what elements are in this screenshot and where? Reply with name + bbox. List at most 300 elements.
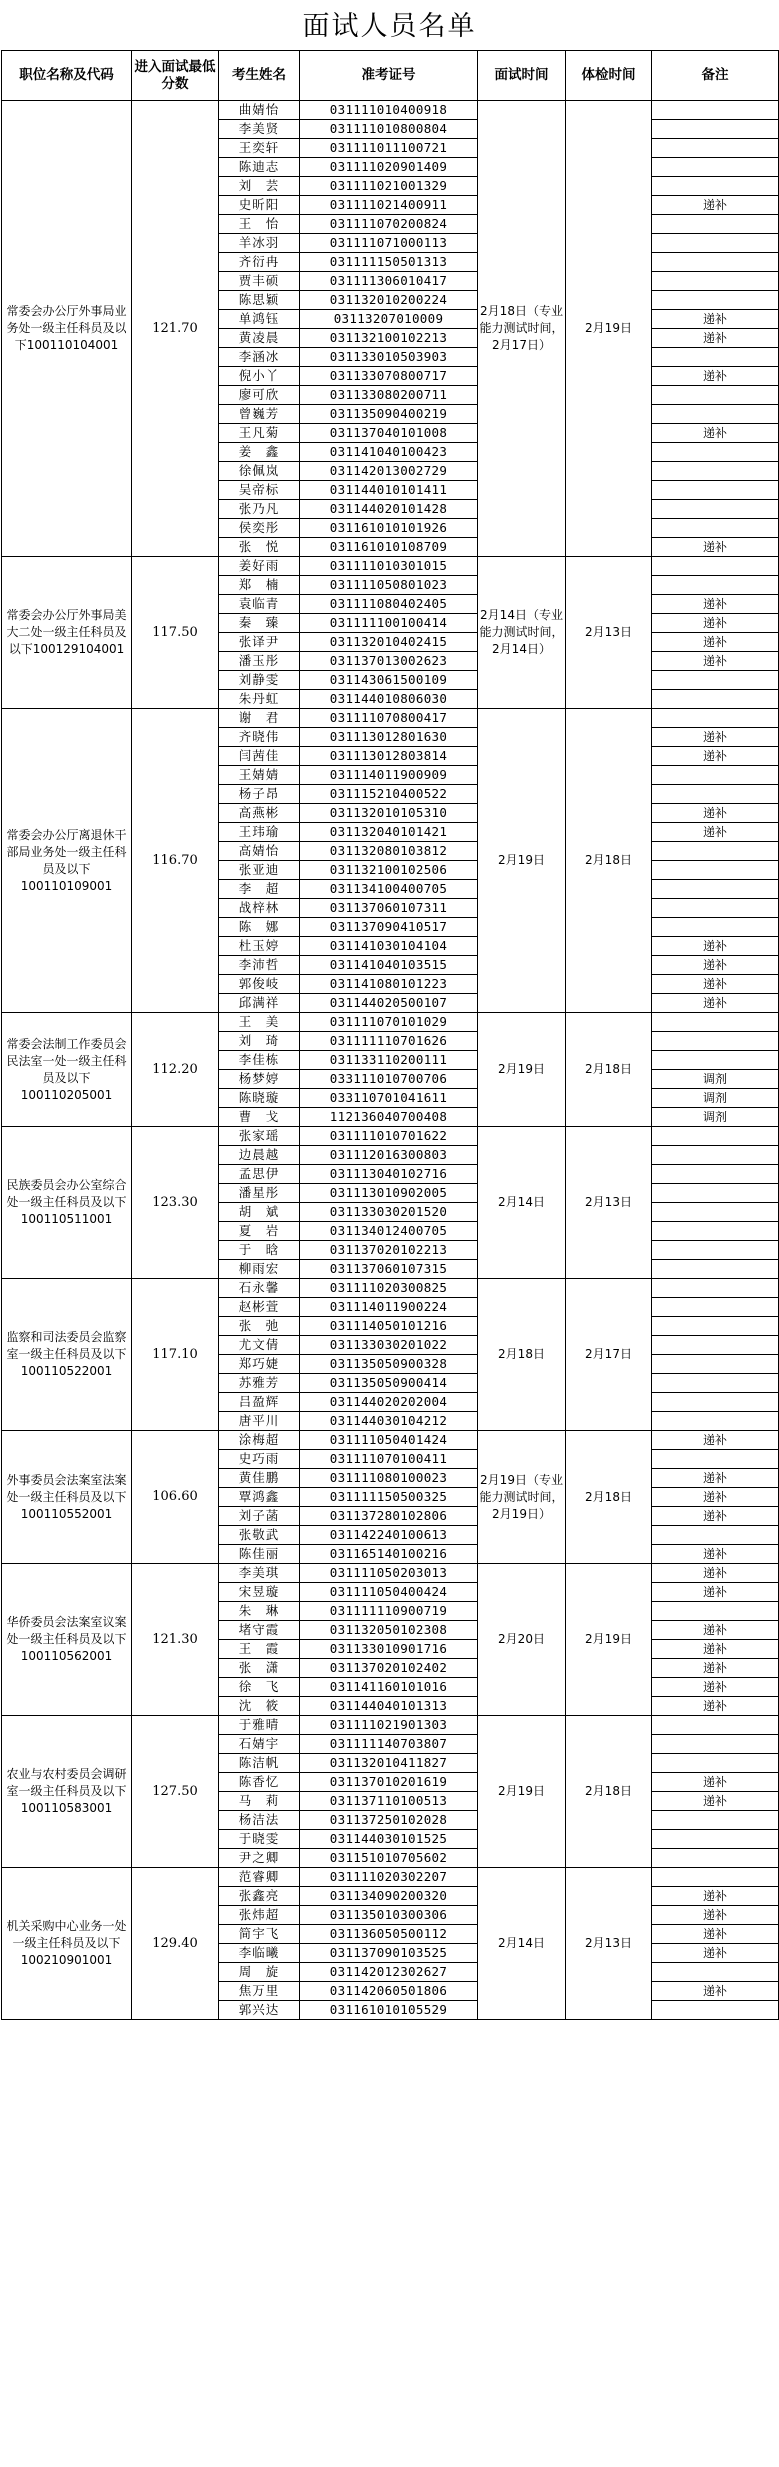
exam-id-cell: 031144020500107 xyxy=(300,994,478,1013)
position-cell: 华侨委员会法案室议案处一级主任科员及以下100110562001 xyxy=(2,1564,132,1716)
note-cell: 递补 xyxy=(652,310,779,329)
exam-id-cell: 031111070800417 xyxy=(300,709,478,728)
table-row xyxy=(2,1868,779,1887)
exam-id-cell: 033111010700706 xyxy=(300,1070,478,1089)
note-cell: 递补 xyxy=(652,1621,779,1640)
exam-id-cell: 031112016300803 xyxy=(300,1146,478,1165)
candidate-name-cell: 马 莉 xyxy=(219,1792,300,1811)
note-cell: 调剂 xyxy=(652,1089,779,1108)
note-cell xyxy=(652,690,779,709)
note-cell: 递补 xyxy=(652,367,779,386)
candidate-name-cell: 石永馨 xyxy=(219,1279,300,1298)
note-cell xyxy=(652,272,779,291)
exam-id-cell: 031144030104212 xyxy=(300,1412,478,1431)
exam-id-cell: 031114011900909 xyxy=(300,766,478,785)
exam-id-cell: 031144040101313 xyxy=(300,1697,478,1716)
note-cell: 递补 xyxy=(652,1982,779,2001)
note-cell xyxy=(652,1051,779,1070)
note-cell: 递补 xyxy=(652,1545,779,1564)
physical-time-cell: 2月13日 xyxy=(566,1127,652,1279)
exam-id-cell: 031136050500112 xyxy=(300,1925,478,1944)
interview-time-cell: 2月19日 xyxy=(478,709,566,1013)
note-cell: 递补 xyxy=(652,614,779,633)
candidate-name-cell: 郑 楠 xyxy=(219,576,300,595)
exam-id-cell: 031111050400424 xyxy=(300,1583,478,1602)
note-cell xyxy=(652,766,779,785)
physical-time-cell: 2月18日 xyxy=(566,1013,652,1127)
exam-id-cell: 031111050203013 xyxy=(300,1564,478,1583)
candidate-name-cell: 秦 臻 xyxy=(219,614,300,633)
candidate-name-cell: 单鸿钰 xyxy=(219,310,300,329)
table-row xyxy=(2,1564,779,1583)
exam-id-cell: 031111010800804 xyxy=(300,120,478,139)
table-row xyxy=(2,557,779,576)
exam-id-cell: 031132040101421 xyxy=(300,823,478,842)
candidate-name-cell: 史昕阳 xyxy=(219,196,300,215)
candidate-name-cell: 刘 琦 xyxy=(219,1032,300,1051)
exam-id-cell: 031114050101216 xyxy=(300,1317,478,1336)
note-cell xyxy=(652,253,779,272)
candidate-name-cell: 范睿卿 xyxy=(219,1868,300,1887)
note-cell xyxy=(652,1754,779,1773)
exam-id-cell: 031111050401424 xyxy=(300,1431,478,1450)
interview-time-cell: 2月19日 xyxy=(478,1716,566,1868)
physical-time-cell: 2月19日 xyxy=(566,1564,652,1716)
note-cell xyxy=(652,1374,779,1393)
exam-id-cell: 031111071000113 xyxy=(300,234,478,253)
exam-id-cell: 031142013002729 xyxy=(300,462,478,481)
note-cell: 递补 xyxy=(652,1659,779,1678)
interview-time-cell: 2月19日（专业能力测试时间，2月19日） xyxy=(478,1431,566,1564)
exam-id-cell: 031111010701622 xyxy=(300,1127,478,1146)
candidate-name-cell: 陈洁帆 xyxy=(219,1754,300,1773)
candidate-name-cell: 于晓雯 xyxy=(219,1830,300,1849)
position-cell: 农业与农村委员会调研室一级主任科员及以下100110583001 xyxy=(2,1716,132,1868)
candidate-name-cell: 孟思伊 xyxy=(219,1165,300,1184)
exam-id-cell: 031114011900224 xyxy=(300,1298,478,1317)
candidate-name-cell: 郭兴达 xyxy=(219,2001,300,2020)
exam-id-cell: 031115210400522 xyxy=(300,785,478,804)
exam-id-cell: 031137010201619 xyxy=(300,1773,478,1792)
candidate-name-cell: 王玮瑜 xyxy=(219,823,300,842)
note-cell xyxy=(652,861,779,880)
exam-id-cell: 031137020102402 xyxy=(300,1659,478,1678)
note-cell: 递补 xyxy=(652,1431,779,1450)
exam-id-cell: 031111021400911 xyxy=(300,196,478,215)
note-cell xyxy=(652,576,779,595)
note-cell xyxy=(652,1716,779,1735)
header-name: 考生姓名 xyxy=(219,51,300,101)
min-score-cell: 117.10 xyxy=(132,1279,219,1431)
note-cell: 递补 xyxy=(652,1697,779,1716)
note-cell: 递补 xyxy=(652,1887,779,1906)
interview-roster-table xyxy=(1,50,779,2020)
note-cell xyxy=(652,215,779,234)
candidate-name-cell: 李美贤 xyxy=(219,120,300,139)
min-score-cell: 121.30 xyxy=(132,1564,219,1716)
exam-id-cell: 031144010806030 xyxy=(300,690,478,709)
exam-id-cell: 031137280102806 xyxy=(300,1507,478,1526)
exam-id-cell: 031132080103812 xyxy=(300,842,478,861)
exam-id-cell: 031142060501806 xyxy=(300,1982,478,2001)
exam-id-cell: 031111100100414 xyxy=(300,614,478,633)
note-cell: 调剂 xyxy=(652,1108,779,1127)
header-interview-time: 面试时间 xyxy=(478,51,566,101)
note-cell: 递补 xyxy=(652,652,779,671)
min-score-cell: 106.60 xyxy=(132,1431,219,1564)
candidate-name-cell: 焦万里 xyxy=(219,1982,300,2001)
exam-id-cell: 031133010503903 xyxy=(300,348,478,367)
candidate-name-cell: 陈迪志 xyxy=(219,158,300,177)
candidate-name-cell: 陈思颖 xyxy=(219,291,300,310)
note-cell xyxy=(652,785,779,804)
candidate-name-cell: 羊冰羽 xyxy=(219,234,300,253)
note-cell: 递补 xyxy=(652,1583,779,1602)
note-cell xyxy=(652,2001,779,2020)
table-row xyxy=(2,101,779,120)
candidate-name-cell: 宋昱璇 xyxy=(219,1583,300,1602)
exam-id-cell: 031113040102716 xyxy=(300,1165,478,1184)
exam-id-cell: 031111021901303 xyxy=(300,1716,478,1735)
note-cell: 递补 xyxy=(652,975,779,994)
exam-id-cell: 031135010300306 xyxy=(300,1906,478,1925)
note-cell xyxy=(652,1830,779,1849)
note-cell xyxy=(652,1203,779,1222)
note-cell xyxy=(652,234,779,253)
note-cell xyxy=(652,462,779,481)
candidate-name-cell: 战梓林 xyxy=(219,899,300,918)
candidate-name-cell: 张译尹 xyxy=(219,633,300,652)
exam-id-cell: 031111011100721 xyxy=(300,139,478,158)
note-cell xyxy=(652,1811,779,1830)
candidate-name-cell: 李涵冰 xyxy=(219,348,300,367)
exam-id-cell: 031137090103525 xyxy=(300,1944,478,1963)
header-physical-time: 体检时间 xyxy=(566,51,652,101)
note-cell xyxy=(652,519,779,538)
exam-id-cell: 031133070800717 xyxy=(300,367,478,386)
candidate-name-cell: 郭俊岐 xyxy=(219,975,300,994)
position-cell: 常委会办公厅外事局业务处一级主任科员及以下100110104001 xyxy=(2,101,132,557)
candidate-name-cell: 曾巍芳 xyxy=(219,405,300,424)
note-cell: 递补 xyxy=(652,1507,779,1526)
candidate-name-cell: 于雅晴 xyxy=(219,1716,300,1735)
exam-id-cell: 031141080101223 xyxy=(300,975,478,994)
note-cell xyxy=(652,842,779,861)
candidate-name-cell: 张 潇 xyxy=(219,1659,300,1678)
exam-id-cell: 031111050801023 xyxy=(300,576,478,595)
position-cell: 外事委员会法案室法案处一级主任科员及以下100110552001 xyxy=(2,1431,132,1564)
header-note: 备注 xyxy=(652,51,779,101)
candidate-name-cell: 王 霞 xyxy=(219,1640,300,1659)
candidate-name-cell: 吕盈辉 xyxy=(219,1393,300,1412)
exam-id-cell: 031137040101008 xyxy=(300,424,478,443)
exam-id-cell: 031111070101029 xyxy=(300,1013,478,1032)
table-row xyxy=(2,709,779,728)
exam-id-cell: 031141040100423 xyxy=(300,443,478,462)
exam-id-cell: 031144010101411 xyxy=(300,481,478,500)
exam-id-cell: 031142240100613 xyxy=(300,1526,478,1545)
position-cell: 机关采购中心业务一处一级主任科员及以下100210901001 xyxy=(2,1868,132,2020)
min-score-cell: 127.50 xyxy=(132,1716,219,1868)
table-row xyxy=(2,1127,779,1146)
interview-time-cell: 2月19日 xyxy=(478,1013,566,1127)
note-cell: 递补 xyxy=(652,424,779,443)
note-cell xyxy=(652,139,779,158)
candidate-name-cell: 唐平川 xyxy=(219,1412,300,1431)
candidate-name-cell: 石婧宇 xyxy=(219,1735,300,1754)
exam-id-cell: 031132010105310 xyxy=(300,804,478,823)
exam-id-cell: 031111080100023 xyxy=(300,1469,478,1488)
note-cell xyxy=(652,1450,779,1469)
exam-id-cell: 031111010301015 xyxy=(300,557,478,576)
physical-time-cell: 2月13日 xyxy=(566,1868,652,2020)
candidate-name-cell: 李沛哲 xyxy=(219,956,300,975)
exam-id-cell: 031137090410517 xyxy=(300,918,478,937)
note-cell xyxy=(652,918,779,937)
note-cell xyxy=(652,1184,779,1203)
header-exam-id: 准考证号 xyxy=(300,51,478,101)
candidate-name-cell: 黄凌晨 xyxy=(219,329,300,348)
note-cell xyxy=(652,1279,779,1298)
exam-id-cell: 031111150501313 xyxy=(300,253,478,272)
exam-id-cell: 031143061500109 xyxy=(300,671,478,690)
exam-id-cell: 031113012803814 xyxy=(300,747,478,766)
candidate-name-cell: 袁临青 xyxy=(219,595,300,614)
candidate-name-cell: 简宇飞 xyxy=(219,1925,300,1944)
exam-id-cell: 031134100400705 xyxy=(300,880,478,899)
physical-time-cell: 2月13日 xyxy=(566,557,652,709)
note-cell: 递补 xyxy=(652,728,779,747)
exam-id-cell: 031132050102308 xyxy=(300,1621,478,1640)
exam-id-cell: 031111020300825 xyxy=(300,1279,478,1298)
candidate-name-cell: 潘星彤 xyxy=(219,1184,300,1203)
candidate-name-cell: 夏 岩 xyxy=(219,1222,300,1241)
exam-id-cell: 031133030201022 xyxy=(300,1336,478,1355)
exam-id-cell: 031111110701626 xyxy=(300,1032,478,1051)
exam-id-cell: 031111020901409 xyxy=(300,158,478,177)
exam-id-cell: 031135050900414 xyxy=(300,1374,478,1393)
candidate-name-cell: 曹 戈 xyxy=(219,1108,300,1127)
exam-id-cell: 031113012801630 xyxy=(300,728,478,747)
candidate-name-cell: 杨子昂 xyxy=(219,785,300,804)
exam-id-cell: 031161010101926 xyxy=(300,519,478,538)
candidate-name-cell: 高燕彬 xyxy=(219,804,300,823)
physical-time-cell: 2月18日 xyxy=(566,709,652,1013)
interview-time-cell: 2月14日（专业能力测试时间，2月14日） xyxy=(478,557,566,709)
exam-id-cell: 031111110900719 xyxy=(300,1602,478,1621)
note-cell xyxy=(652,443,779,462)
physical-time-cell: 2月19日 xyxy=(566,101,652,557)
note-cell: 递补 xyxy=(652,1640,779,1659)
table-row xyxy=(2,1013,779,1032)
physical-time-cell: 2月17日 xyxy=(566,1279,652,1431)
candidate-name-cell: 杨梦婷 xyxy=(219,1070,300,1089)
note-cell: 递补 xyxy=(652,1792,779,1811)
note-cell xyxy=(652,671,779,690)
note-cell: 递补 xyxy=(652,804,779,823)
exam-id-cell: 031135090400219 xyxy=(300,405,478,424)
exam-id-cell: 031165140100216 xyxy=(300,1545,478,1564)
header-score: 进入面试最低分数 xyxy=(132,51,219,101)
note-cell: 递补 xyxy=(652,747,779,766)
candidate-name-cell: 胡 斌 xyxy=(219,1203,300,1222)
candidate-name-cell: 李美琪 xyxy=(219,1564,300,1583)
candidate-name-cell: 朱 琳 xyxy=(219,1602,300,1621)
min-score-cell: 112.20 xyxy=(132,1013,219,1127)
candidate-name-cell: 廖可欣 xyxy=(219,386,300,405)
note-cell: 递补 xyxy=(652,329,779,348)
note-cell: 递补 xyxy=(652,994,779,1013)
candidate-name-cell: 陈晓璇 xyxy=(219,1089,300,1108)
candidate-name-cell: 倪小丫 xyxy=(219,367,300,386)
physical-time-cell: 2月18日 xyxy=(566,1716,652,1868)
exam-id-cell: 031161010108709 xyxy=(300,538,478,557)
candidate-name-cell: 陈香忆 xyxy=(219,1773,300,1792)
min-score-cell: 117.50 xyxy=(132,557,219,709)
candidate-name-cell: 王 怡 xyxy=(219,215,300,234)
note-cell xyxy=(652,101,779,120)
exam-id-cell: 031111080402405 xyxy=(300,595,478,614)
candidate-name-cell: 李临曦 xyxy=(219,1944,300,1963)
note-cell: 递补 xyxy=(652,823,779,842)
exam-id-cell: 031132100102213 xyxy=(300,329,478,348)
candidate-name-cell: 尹之卿 xyxy=(219,1849,300,1868)
note-cell xyxy=(652,1963,779,1982)
note-cell: 递补 xyxy=(652,1469,779,1488)
position-cell: 监察和司法委员会监察室一级主任科员及以下100110522001 xyxy=(2,1279,132,1431)
candidate-name-cell: 徐佩岚 xyxy=(219,462,300,481)
exam-id-cell: 031141160101016 xyxy=(300,1678,478,1697)
candidate-name-cell: 贾丰硕 xyxy=(219,272,300,291)
candidate-name-cell: 闫茜佳 xyxy=(219,747,300,766)
min-score-cell: 123.30 xyxy=(132,1127,219,1279)
candidate-name-cell: 侯奕彤 xyxy=(219,519,300,538)
note-cell: 递补 xyxy=(652,937,779,956)
candidate-name-cell: 潘玉彤 xyxy=(219,652,300,671)
exam-id-cell: 031137060107315 xyxy=(300,1260,478,1279)
note-cell xyxy=(652,1868,779,1887)
candidate-name-cell: 王 美 xyxy=(219,1013,300,1032)
table-row xyxy=(2,1431,779,1450)
exam-id-cell: 031141040103515 xyxy=(300,956,478,975)
exam-id-cell: 031134090200320 xyxy=(300,1887,478,1906)
candidate-name-cell: 周 旋 xyxy=(219,1963,300,1982)
candidate-name-cell: 史巧雨 xyxy=(219,1450,300,1469)
candidate-name-cell: 陈佳丽 xyxy=(219,1545,300,1564)
note-cell xyxy=(652,1355,779,1374)
candidate-name-cell: 张鑫亮 xyxy=(219,1887,300,1906)
exam-id-cell: 031111070200824 xyxy=(300,215,478,234)
exam-id-cell: 031142012302627 xyxy=(300,1963,478,1982)
note-cell xyxy=(652,1393,779,1412)
exam-id-cell: 031137020102213 xyxy=(300,1241,478,1260)
exam-id-cell: 031111150500325 xyxy=(300,1488,478,1507)
note-cell xyxy=(652,120,779,139)
note-cell xyxy=(652,348,779,367)
position-cell: 常委会办公厅离退休干部局业务处一级主任科员及以下100110109001 xyxy=(2,709,132,1013)
header-row xyxy=(2,51,779,101)
candidate-name-cell: 张敬武 xyxy=(219,1526,300,1545)
candidate-name-cell: 谢 君 xyxy=(219,709,300,728)
exam-id-cell: 031111140703807 xyxy=(300,1735,478,1754)
exam-id-cell: 031132010411827 xyxy=(300,1754,478,1773)
candidate-name-cell: 张家瑶 xyxy=(219,1127,300,1146)
note-cell: 递补 xyxy=(652,595,779,614)
candidate-name-cell: 吴帝标 xyxy=(219,481,300,500)
note-cell: 递补 xyxy=(652,1564,779,1583)
exam-id-cell: 031113010902005 xyxy=(300,1184,478,1203)
candidate-name-cell: 涂梅超 xyxy=(219,1431,300,1450)
note-cell xyxy=(652,1526,779,1545)
note-cell: 递补 xyxy=(652,1906,779,1925)
note-cell xyxy=(652,1412,779,1431)
candidate-name-cell: 姜 鑫 xyxy=(219,443,300,462)
exam-id-cell: 031132010402415 xyxy=(300,633,478,652)
note-cell xyxy=(652,1241,779,1260)
exam-id-cell: 031111306010417 xyxy=(300,272,478,291)
candidate-name-cell: 姜好雨 xyxy=(219,557,300,576)
candidate-name-cell: 柳雨宏 xyxy=(219,1260,300,1279)
note-cell: 递补 xyxy=(652,1488,779,1507)
candidate-name-cell: 刘静雯 xyxy=(219,671,300,690)
candidate-name-cell: 邱满祥 xyxy=(219,994,300,1013)
interview-time-cell: 2月14日 xyxy=(478,1127,566,1279)
exam-id-cell: 112136040700408 xyxy=(300,1108,478,1127)
note-cell: 递补 xyxy=(652,196,779,215)
candidate-name-cell: 刘子菡 xyxy=(219,1507,300,1526)
candidate-name-cell: 曲婧怡 xyxy=(219,101,300,120)
exam-id-cell: 031135050900328 xyxy=(300,1355,478,1374)
exam-id-cell: 031161010105529 xyxy=(300,2001,478,2020)
note-cell xyxy=(652,899,779,918)
exam-id-cell: 031137110100513 xyxy=(300,1792,478,1811)
note-cell xyxy=(652,1127,779,1146)
min-score-cell: 116.70 xyxy=(132,709,219,1013)
exam-id-cell: 031133110200111 xyxy=(300,1051,478,1070)
table-row xyxy=(2,1279,779,1298)
interview-time-cell: 2月18日（专业能力测试时间，2月17日） xyxy=(478,101,566,557)
candidate-name-cell: 于 晗 xyxy=(219,1241,300,1260)
table-row xyxy=(2,1716,779,1735)
note-cell xyxy=(652,1298,779,1317)
interview-time-cell: 2月14日 xyxy=(478,1868,566,2020)
exam-id-cell: 03113207010009 xyxy=(300,310,478,329)
candidate-name-cell: 苏雅芳 xyxy=(219,1374,300,1393)
candidate-name-cell: 齐晓伟 xyxy=(219,728,300,747)
exam-id-cell: 031111010400918 xyxy=(300,101,478,120)
exam-id-cell: 031133080200711 xyxy=(300,386,478,405)
exam-id-cell: 031141030104104 xyxy=(300,937,478,956)
exam-id-cell: 031111020302207 xyxy=(300,1868,478,1887)
note-cell: 递补 xyxy=(652,1678,779,1697)
exam-id-cell: 031137250102028 xyxy=(300,1811,478,1830)
note-cell: 递补 xyxy=(652,538,779,557)
note-cell xyxy=(652,1735,779,1754)
note-cell xyxy=(652,557,779,576)
note-cell: 递补 xyxy=(652,1773,779,1792)
candidate-name-cell: 张 弛 xyxy=(219,1317,300,1336)
candidate-name-cell: 黄佳鹏 xyxy=(219,1469,300,1488)
candidate-name-cell: 堵守霞 xyxy=(219,1621,300,1640)
note-cell xyxy=(652,177,779,196)
physical-time-cell: 2月18日 xyxy=(566,1431,652,1564)
note-cell xyxy=(652,1317,779,1336)
note-cell: 调剂 xyxy=(652,1070,779,1089)
exam-id-cell: 031132010200224 xyxy=(300,291,478,310)
position-cell: 民族委员会办公室综合处一级主任科员及以下100110511001 xyxy=(2,1127,132,1279)
candidate-name-cell: 陈 娜 xyxy=(219,918,300,937)
note-cell xyxy=(652,500,779,519)
